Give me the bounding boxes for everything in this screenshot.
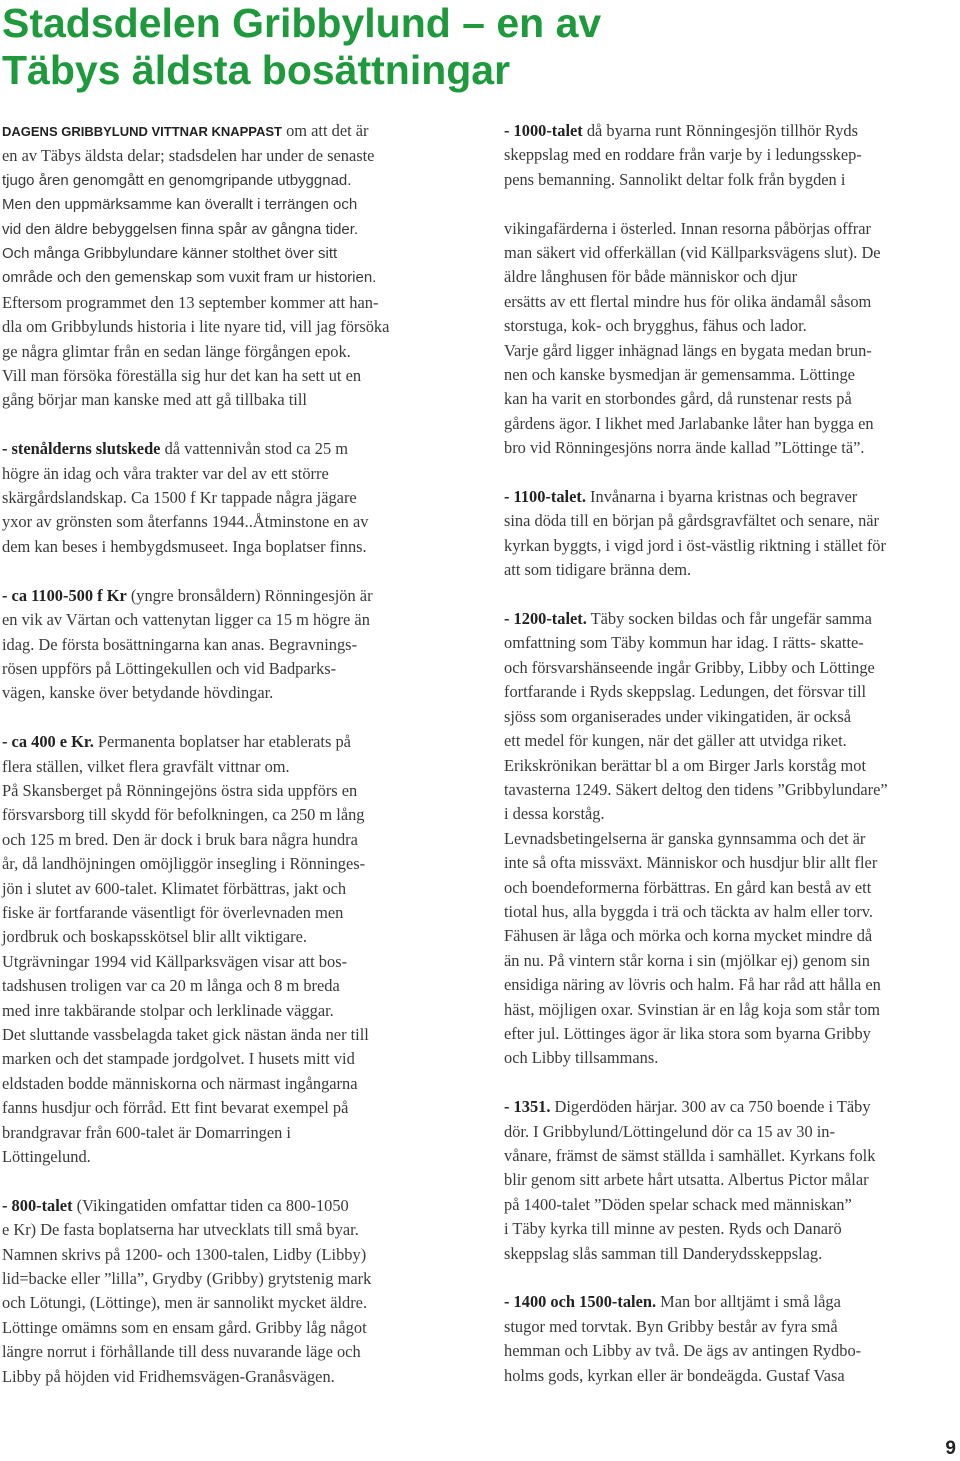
text-line: Löttingelund. — [2, 1147, 91, 1167]
text-line: dla om Gribbylunds historia i lite nyare tid, vill jag försöka — [2, 317, 390, 337]
section-1351 — [504, 1095, 960, 1266]
text-line: Man bor alltjämt i små låga — [656, 1292, 841, 1312]
intro-lead: DAGENS GRIBBYLUND VITTNAR KNAPPAST — [2, 124, 282, 139]
text-line: Libby på höjden vid Fridhemsvägen-Granåsvägen. — [2, 1366, 335, 1386]
left-column — [2, 119, 454, 1389]
text-line: sjöss som organiserades under vikingatiden, är också — [504, 706, 852, 726]
text-line: yxor av grönsten som återfanns 1944..Åtminstone en av — [2, 512, 369, 532]
text-line: högre än idag och våra trakter var del av ett större — [2, 463, 329, 483]
text-line: försvarsborg till skydd för befolkningen, ca 250 m lång — [2, 805, 365, 825]
section-iron-age — [2, 730, 454, 1169]
text-line: ersätts av ett flertal mindre hus för olika ändamål såsom — [504, 291, 872, 311]
text-line: skärgårdslandskap. Ca 1500 f Kr tappade några jägare — [2, 488, 357, 508]
text-line: blir genom sitt arbete hårt utsatta. Albertus Pictor målar — [504, 1170, 869, 1190]
text-line: lid=backe eller ”lilla”, Grydby (Gribby) grytstenig mark — [2, 1269, 372, 1289]
text-line: och 125 m bred. Den är dock i bruk bara några hundra — [2, 829, 358, 849]
text-line: sina döda till en början på gårdsgravfältet och senare, när — [504, 511, 880, 531]
text-line: kan ha varit en storbondes gård, då runstenar rests på — [504, 389, 852, 409]
section-heading: - 1100-talet. — [504, 487, 586, 507]
text-line: Permanenta boplatser har etablerats på — [93, 732, 351, 752]
section-1400s-1500s — [504, 1290, 960, 1388]
text-line: längre norrut i förhållande till dess nuvarande läge och — [2, 1342, 361, 1362]
text-line: pens bemanning. Sannolikt deltar folk från bygden i — [504, 169, 846, 189]
text-line: häst, möjligen oxar. Svinstian är en låg koja som står tom — [504, 999, 881, 1019]
text-line: Utgrävningar 1994 vid Källparksvägen visar att bos- — [2, 951, 348, 971]
section-heading: - stenålderns slutskede — [2, 439, 161, 459]
section-heading: - ca 400 e Kr. — [2, 732, 94, 752]
text-line: en av Täbys äldsta delar; stadsdelen har under de senaste — [2, 146, 375, 166]
text-line: en vik av Värtan och vattenytan ligger ca 15 m högre än — [2, 610, 370, 630]
text-line: på 1400-talet ”Döden spelar schack med människan” — [504, 1194, 852, 1214]
section-bronze-age — [2, 584, 454, 706]
text-line: att som tidigare bränna dem. — [504, 560, 692, 580]
text-line: omfattning som Täby kommun har idag. I rätts- skatte- — [504, 633, 864, 653]
section-1000s — [504, 119, 960, 461]
text-line: med inre takbärande stolpar och lerklinade väggar. — [2, 1000, 334, 1020]
text-line: brandgravar från 600-talet är Domarringen i — [2, 1122, 291, 1142]
text-line: vikingafärderna i österled. Innan resorna påbörjas offrar — [504, 218, 871, 238]
text-line: gång börjar man kanske med att gå tillbaka till — [2, 390, 307, 410]
page-number: 9 — [945, 1438, 956, 1459]
title-line: Täbys äldsta bosättningar — [2, 47, 511, 93]
text-line: gårdens ägor. I likhet med Jarlabanke låter han bygga en — [504, 413, 874, 433]
text-line: dem kan beses i hembygdsmuseet. Inga boplatser finns. — [2, 536, 367, 556]
text-line: Eftersom programmet den 13 september kommer att han- — [2, 292, 379, 312]
text-line: På Skansberget på Rönningejöns östra sida uppförs en — [2, 780, 358, 800]
text-line: jordbruk och boskapsskötsel blir allt viktigare. — [2, 927, 307, 947]
text-line: Invånarna i byarna kristnas och begraver — [585, 487, 858, 507]
text-line: tavasterna 1249. Säkert deltog den tidens ”Gribbylundare” — [504, 779, 888, 799]
text-line: Erikskrönikan berättar bl a om Birger Jarls korståg mot — [504, 755, 867, 775]
section-heading: - 1000-talet — [504, 121, 583, 140]
text-line: dör. I Gribbylund/Löttingelund dör ca 15 av 30 in- — [504, 1121, 835, 1141]
text-line: inte så ofta missväxt. Människor och husdjur blir allt fler — [504, 853, 878, 873]
text-line: idag. De första bosättningarna kan anas. Begravnings- — [2, 634, 358, 654]
text-line: storstuga, kok- och brygghus, fähus och lador. — [504, 316, 807, 336]
text-line: tadshusen troligen var ca 20 m långa och 8 m breda — [2, 976, 340, 996]
section-1100s — [504, 485, 960, 583]
section-heading: - 1200-talet. — [504, 609, 587, 629]
text-line: marken och det stampade jordgolvet. I husets mitt vid — [2, 1049, 355, 1069]
text-line: jön i slutet av 600-talet. Klimatet förbättras, jakt och — [2, 878, 347, 898]
text-line: ensidiga näring av lövris och halm. Få har råd att hålla en — [504, 975, 881, 995]
text-line: Men den uppmärksamme kan överallt i terrängen och — [2, 196, 358, 214]
text-line: Fähusen är låga och mörka och korna mycket mindre då — [504, 926, 873, 946]
intro-paragraph — [2, 119, 454, 413]
text-line: rösen uppförs på Löttingekullen och vid Badparks- — [2, 658, 337, 678]
section-viking-age — [2, 1194, 454, 1389]
text-line: område och den gemenskap som vuxit fram ur historien. — [2, 269, 377, 287]
text-line: i Täby kyrka till minne av pesten. Ryds och Danarö — [504, 1219, 842, 1239]
text-line: och Lötungi, (Löttinge), men är sannolikt mycket äldre. — [2, 1293, 368, 1313]
text-line: efter jul. Löttinges ägor är lika stora som byarna Gribby — [504, 1023, 871, 1043]
section-heading: - ca 1100-500 f Kr — [2, 585, 127, 605]
text-line: vägen, kanske över betydande hövdingar. — [2, 683, 274, 703]
text-line: tjugo åren genomgått en genomgripande utbyggnad. — [2, 171, 352, 189]
text-line: tiotal hus, alla byggda i trä och täckta av halm eller torv. — [504, 901, 873, 921]
text-line: och boendeformerna förbättras. En gård kan bestå av ett — [504, 877, 872, 897]
text-line: då vattennivån stod ca 25 m — [160, 439, 349, 459]
section-heading: - 1351. — [504, 1097, 551, 1117]
text-line: kyrkan byggts, i vigd jord i öst-västlig riktning i stället för — [504, 535, 886, 555]
text-line: flera ställen, vilket flera gravfält vittnar om. — [2, 756, 290, 776]
section-heading: - 1400 och 1500-talen. — [504, 1292, 657, 1312]
text-line: vid den äldre bebyggelsen finna spår av gångna tider. — [2, 220, 359, 238]
text-line: (yngre bronsåldern) Rönningesjön är — [126, 585, 373, 605]
text-line: hemman och Libby av två. De ägs av antingen Rydbo- — [504, 1341, 862, 1361]
text-line: äldre långhusen för både människor och djur — [504, 267, 798, 287]
text-line: e Kr) De fasta boplatserna har utvecklats till små byar. — [2, 1220, 359, 1240]
text-line: skeppslag med en roddare från varje by i ledungsskep- — [504, 145, 862, 165]
section-1200s — [504, 607, 960, 1071]
text-line: vånare, främst de sämst ställda i samhället. Kyrkans folk — [504, 1146, 876, 1165]
text-line: Löttinge omämns som en ensam gård. Gribby låg något — [2, 1317, 367, 1337]
text-line: fiske är fortfarande väsentligt för överlevnaden men — [2, 902, 344, 922]
right-column — [504, 119, 960, 1388]
text-line: (Vikingatiden omfattar tiden ca 800-1050 — [72, 1195, 349, 1215]
text-line: Digerdöden härjar. 300 av ca 750 boende i Täby — [550, 1097, 871, 1117]
text-line: Täby socken bildas och får ungefär samma — [586, 609, 872, 629]
text-line: Det sluttande vassbelagda taket gick nästan ända ner till — [2, 1024, 369, 1044]
text-line: Vill man försöka föreställa sig hur det kan ha sett ut en — [2, 366, 362, 386]
article-title — [2, 0, 601, 94]
text-line: och försvarshänseende ingår Gribby, Libby och Löttinge — [504, 657, 875, 677]
text-line: ge några glimtar från en sedan länge förgången epok. — [2, 341, 351, 361]
text-line: stugor med torvtak. Byn Gribby består av fyra små — [504, 1316, 838, 1336]
text-line: bro vid Rönningesjöns norra ände kallad ”Löttinge tä”. — [504, 438, 865, 458]
text-line: nen och kanske bysmedjan är gemensamma. Löttinge — [504, 365, 855, 385]
text-line: man säkert vid offerkällan (vid Källparksvägens slut). De — [504, 243, 881, 263]
text-line: än nu. På vintern står korna i sin (mjölkar ej) genom sin — [504, 950, 870, 970]
text-line: Och många Gribbylundare känner stolthet över sitt — [2, 245, 338, 263]
section-stone-age — [2, 437, 454, 559]
text-line: i dessa korståg. — [504, 804, 605, 824]
text-line: ett medel för kungen, när det gäller att utvidga riket. — [504, 731, 847, 751]
text-line: år, då landhöjningen omöjliggör insegling i Rönninges- — [2, 854, 366, 874]
text-line: och Libby tillsammans. — [504, 1048, 659, 1068]
text-line: skeppslag slås samman till Danderydsskeppslag. — [504, 1243, 823, 1263]
text-line: holms gods, kyrkan eller är bondeägda. Gustaf Vasa — [504, 1365, 845, 1385]
text-line: då byarna runt Rönningesjön tillhör Ryds — [582, 121, 858, 140]
text-line: eldstaden bodde människorna och närmast ingångarna — [2, 1073, 358, 1093]
text-line: Namnen skrivs på 1200- och 1300-talen, Lidby (Libby) — [2, 1244, 367, 1264]
text-line: Levnadsbetingelserna är ganska gynnsamma och det är — [504, 828, 866, 848]
section-heading: - 800-talet — [2, 1195, 73, 1215]
text-line: fanns husdjur och förråd. Ett fint bevarat exempel på — [2, 1098, 349, 1118]
text-line: fortfarande i Ryds skeppslag. Ledungen, det försvar till — [504, 682, 867, 702]
text-line: Varje gård ligger inhägnad längs en bygata medan brun- — [504, 340, 872, 360]
title-line: Stadsdelen Gribbylund – en av — [2, 0, 602, 46]
text-line: om att det är — [282, 121, 369, 140]
